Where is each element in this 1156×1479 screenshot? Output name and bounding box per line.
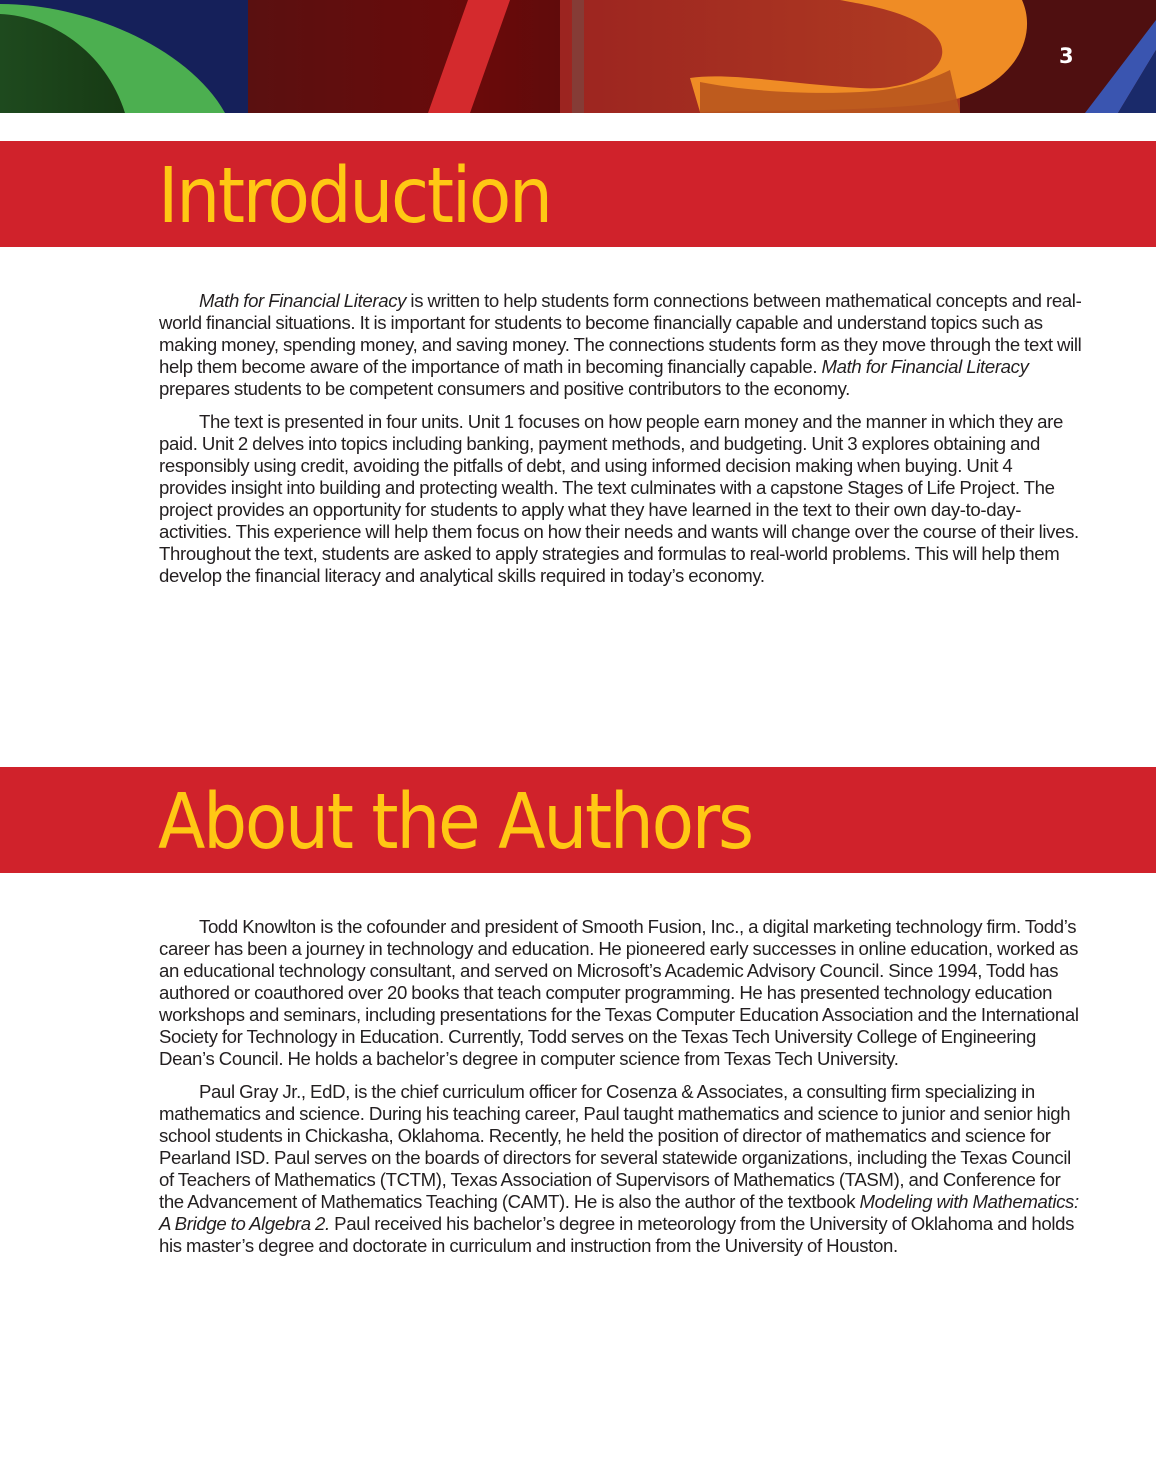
paragraph-text: is written to help students form connections between mathematical concepts and real-world financial situations. It is important for students to become financially capable and understand topics such as making money, spending money, and saving money. The connections students form as they move through the text will help them become aware of the importance of math in becoming financially capable. [159, 290, 1082, 377]
introduction-paragraph [159, 411, 1084, 587]
author-bio-todd-knowlton [159, 916, 1084, 1070]
introduction-title: Introduction [158, 152, 551, 241]
italic-title-text: Modeling with Mathematics: A Bridge to Algebra 2. [159, 1191, 1079, 1234]
introduction-body [159, 290, 1084, 598]
numerals-artwork [0, 0, 1156, 113]
about-the-authors-heading-banner [0, 767, 1156, 873]
paragraph-text: Todd Knowlton is the cofounder and president of Smooth Fusion, Inc., a digital marketing technology firm. Todd’s career has been a journey in technology and education. He pioneered early successes in online education, worked as an educational technology consultant, and served on Microsoft’s Academic Advisory Council. Since 1994, Todd has authored or coauthored over 20 books that teach computer programming. He has presented technology education workshops and seminars, including presentations for the Texas Computer Education Association and the International Society for Technology in Education. Currently, Todd serves on the Texas Tech University College of Engineering Dean’s Council. He holds a bachelor’s degree in computer science from Texas Tech University. [159, 916, 1079, 1069]
paragraph-text: The text is presented in four units. Unit 1 focuses on how people earn money and the manner in which they are paid. Unit 2 delves into topics including banking, payment methods, and budgeting. Unit 3 explores obtaining and responsibly using credit, avoiding the pitfalls of debt, and using informed decision making when buying. Unit 4 provides insight into building and protecting wealth. The text culminates with a capstone Stages of Life Project. The project provides an opportunity for students to apply what they have learned in the text to their own day-to-day-activities. This experience will help them focus on how their needs and wants will change over the course of their lives. Throughout the text, students are asked to apply strategies and formulas to real-world problems. This will help them develop the financial literacy and analytical skills required in today’s economy. [159, 411, 1079, 586]
about-the-authors-title: About the Authors [158, 778, 752, 867]
paragraph-text: prepares students to be competent consumers and positive contributors to the economy. [159, 378, 850, 399]
paragraph-text: Paul received his bachelor’s degree in meteorology from the University of Oklahoma and holds his master’s degree and doctorate in curriculum and instruction from the University of Houston. [159, 1213, 1075, 1256]
paragraph-text: Paul Gray Jr., EdD, is the chief curriculum officer for Cosenza & Associates, a consulting firm specializing in mathematics and science. During his teaching career, Paul taught mathematics and science to junior and senior high school students in Chickasha, Oklahoma. Recently, he held the position of director of mathematics and science for Pearland ISD. Paul serves on the boards of directors for several statewide organizations, including the Texas Council of Teachers of Mathematics (TCTM), Texas Association of Supervisors of Mathematics (TASM), and Conference for the Advancement of Mathematics Teaching (CAMT). He is also the author of the textbook [159, 1081, 1071, 1212]
authors-body [159, 916, 1084, 1268]
author-bio-paul-gray [159, 1081, 1084, 1257]
italic-title-text: Math for Financial Literacy [821, 356, 1029, 377]
introduction-heading-banner [0, 141, 1156, 247]
page-number: 3 [1059, 44, 1074, 68]
italic-title-text: Math for Financial Literacy [199, 290, 407, 311]
header-decorative-image [0, 0, 1156, 113]
introduction-paragraph [159, 290, 1084, 400]
